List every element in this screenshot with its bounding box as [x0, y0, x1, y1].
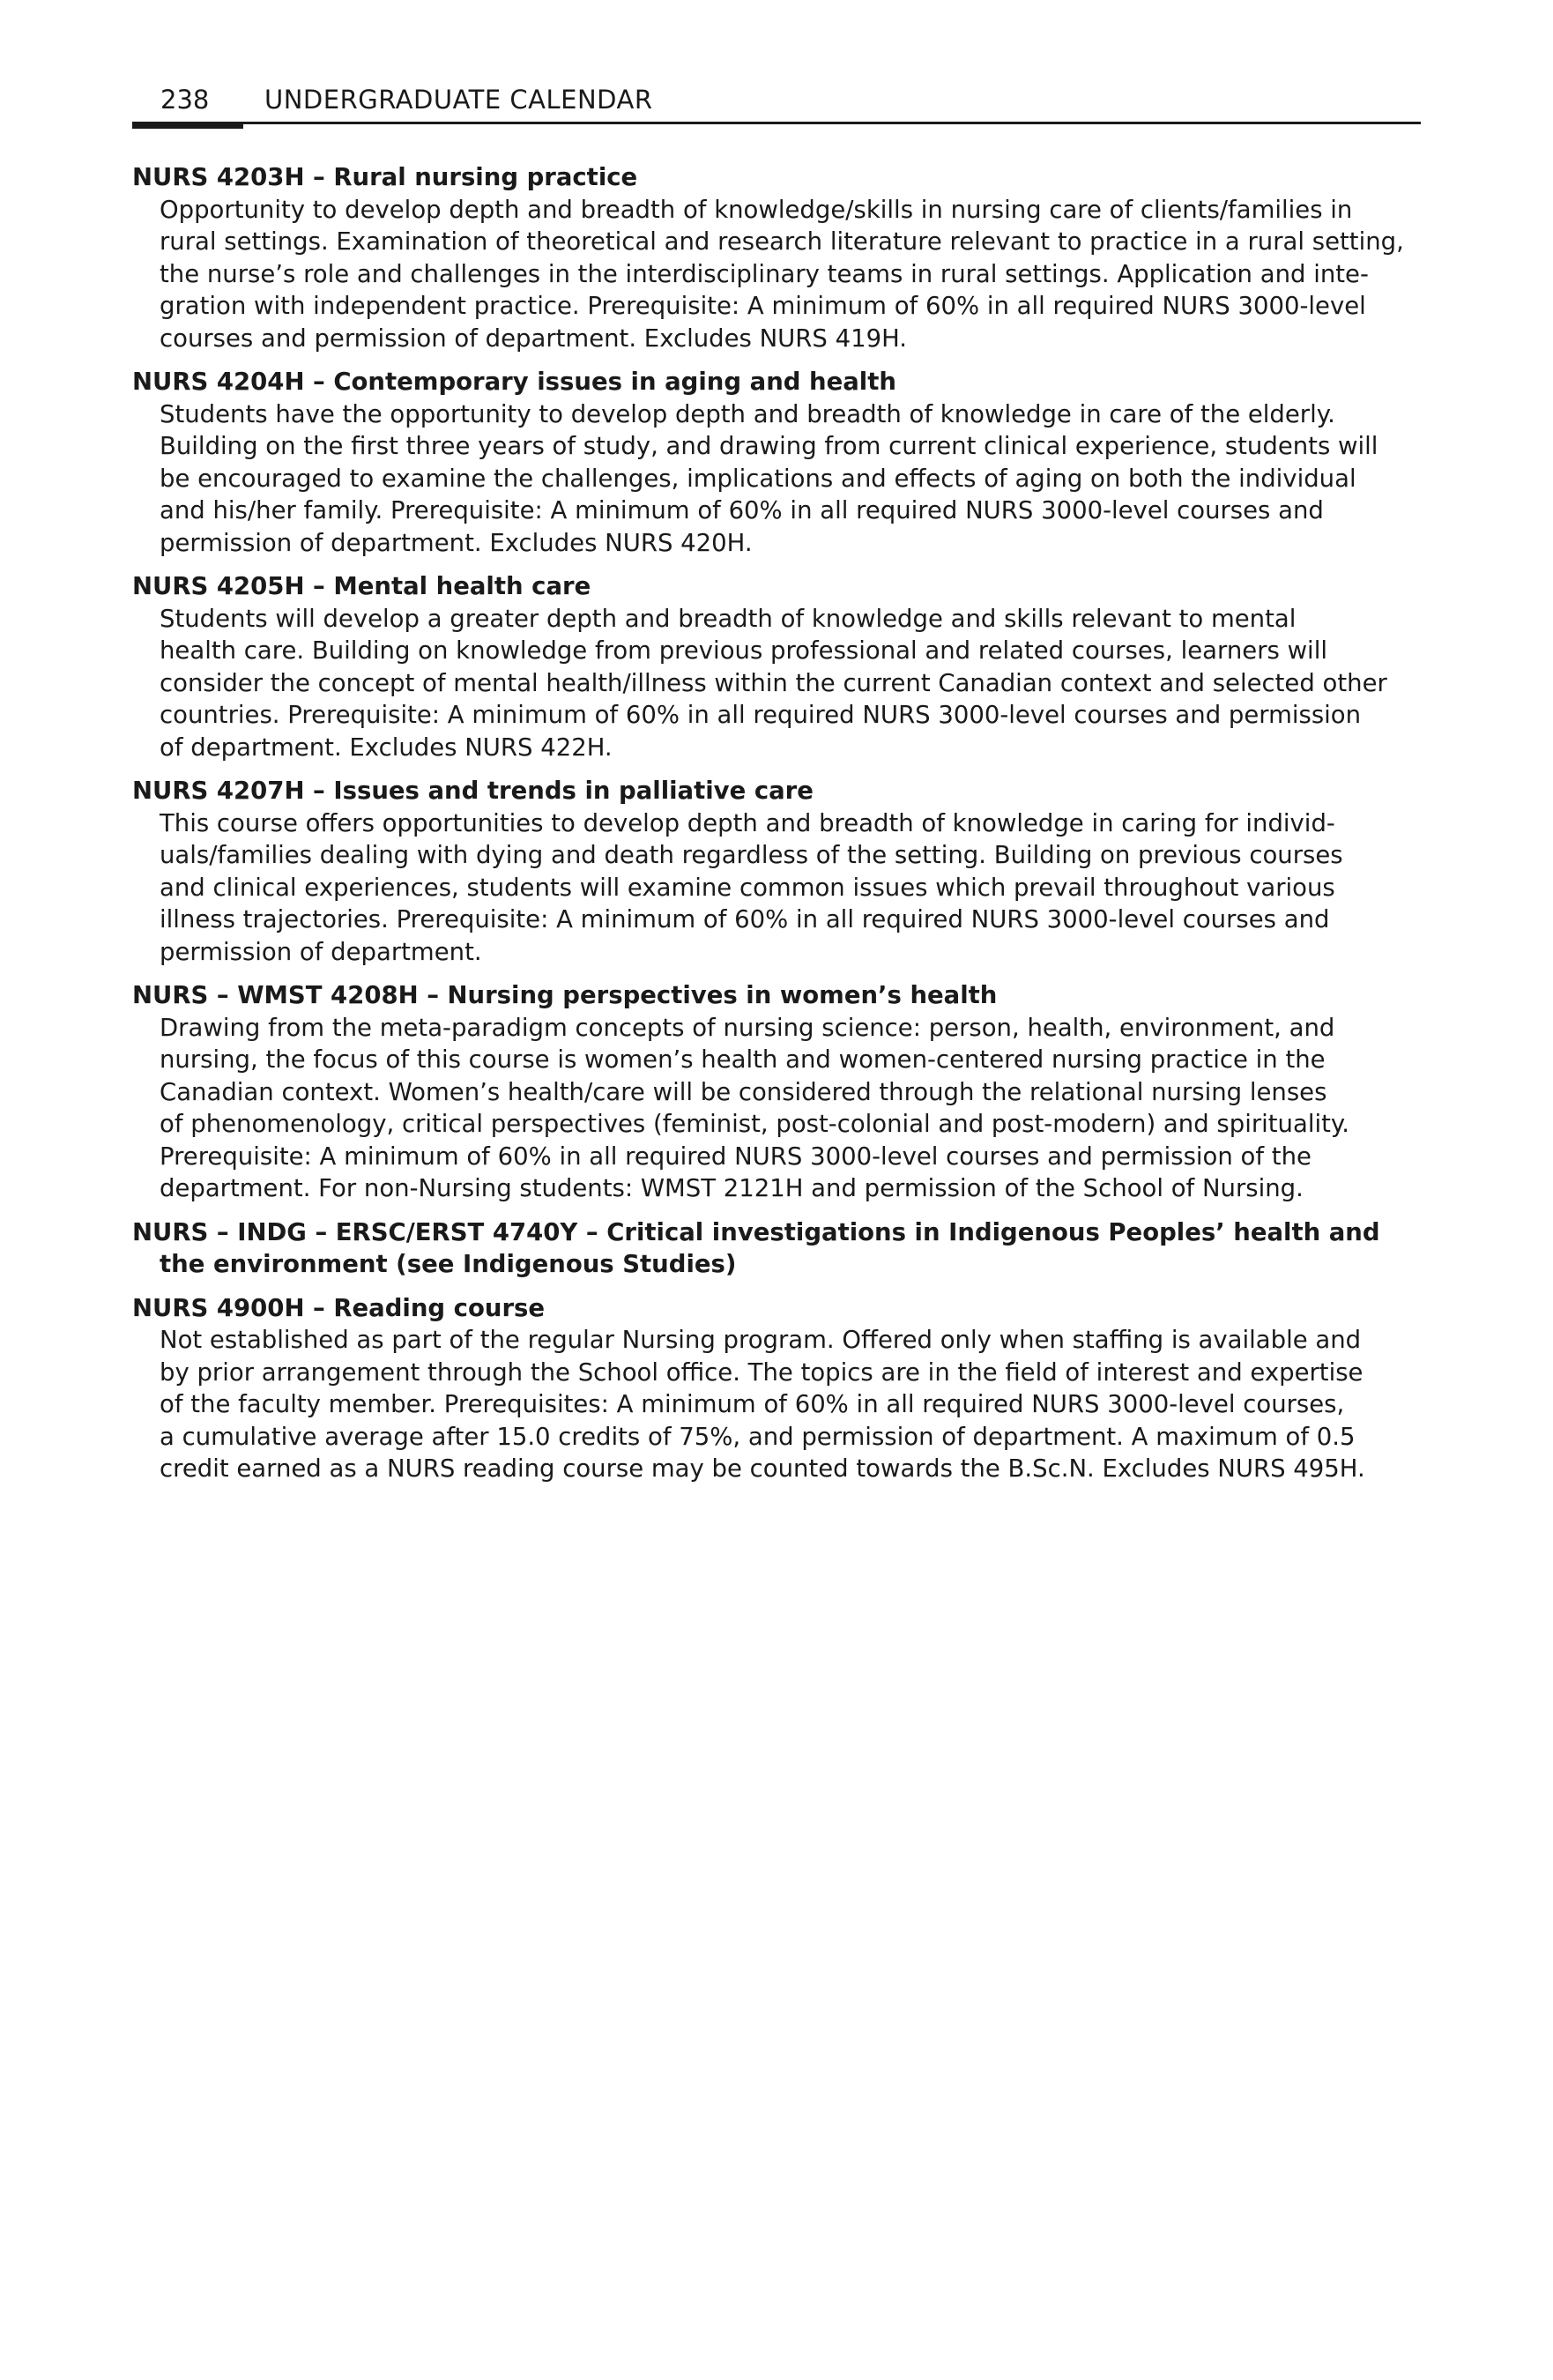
course-title: NURS 4207H – Issues and trends in palliative care: [132, 777, 814, 805]
course-description: Opportunity to develop depth and breadth of knowledge/skills in nursing care of clients/families in rural settings. Examination of theoretical and research literature relevant to practice in a rural setting, the nurse’s role and challenges in the interdisciplinary teams in rural settings. Application and inte- gration with independent practice. Prerequisite: A minimum of 60% in all required NURS 3000-level courses and permission of department. Excludes NURS 419H.: [160, 195, 1404, 353]
course-title: NURS 4203H – Rural nursing practice: [132, 163, 638, 191]
course-title: NURS 4900H – Reading course: [132, 1293, 546, 1322]
course-title: NURS – INDG – ERSC/ERST 4740Y – Critical investigations in Indigenous Peoples’ health and the environment (see Indigenous Studies): [132, 1217, 1380, 1278]
course-description: This course offers opportunities to develop depth and breadth of knowledge in caring for individ- uals/families dealing with dying and death regardless of the setting. Building on previous courses and clinical experiences, students will examine common issues which prevail throughout various illness trajectories. Prerequisite: A minimum of 60% in all required NURS 3000-level courses and permission of department.: [160, 808, 1343, 966]
header-tab-bar: [132, 122, 243, 129]
course-description: Drawing from the meta-paradigm concepts of nursing science: person, health, environment, and nursing, the focus of this course is women’s health and women-centered nursing practice in the Canadian context. Women’s health/care will be considered through the relational nursing lenses of phenomenology, critical perspectives (feminist, post-colonial and post-modern) and spirituality. Prerequisite: A minimum of 60% in all required NURS 3000-level courses and permission of the department. For non-Nursing students: WMST 2121H and permission of the School of Nursing.: [160, 1013, 1349, 1202]
course-entry: [132, 570, 1421, 763]
course-title: NURS – WMST 4208H – Nursing perspectives in women’s health: [132, 981, 998, 1009]
page-number: 238: [160, 85, 210, 115]
course-entry: [132, 979, 1421, 1205]
course-title: NURS 4205H – Mental health care: [132, 572, 591, 600]
course-entry: [132, 366, 1421, 559]
page-header: [132, 79, 1421, 132]
course-description: Students have the opportunity to develop depth and breadth of knowledge in care of the elderly. Building on the first three years of study, and drawing from current clinical experience, students will be encouraged to examine the challenges, implications and effects of aging on both the individual and his/her family. Prerequisite: A minimum of 60% in all required NURS 3000-level courses and permission of department. Excludes NURS 420H.: [160, 399, 1378, 557]
course-title: NURS 4204H – Contemporary issues in aging and health: [132, 368, 896, 396]
course-list: [132, 161, 1421, 1497]
course-description: Not established as part of the regular Nursing program. Offered only when staffing is available and by prior arrangement through the School office. The topics are in the field of interest and expertise of the faculty member. Prerequisites: A minimum of 60% in all required NURS 3000-level courses, a cumulative average after 15.0 credits of 75%, and permission of department. A maximum of 0.5 credit earned as a NURS reading course may be counted towards the B.Sc.N. Excludes NURS 495H.: [160, 1326, 1365, 1483]
course-entry: [132, 1292, 1421, 1485]
course-description: Students will develop a greater depth and breadth of knowledge and skills relevant to mental health care. Building on knowledge from previous professional and related courses, learners will consider the concept of mental health/illness within the current Canadian context and selected other countries. Prerequisite: A minimum of 60% in all required NURS 3000-level courses and permission of department. Excludes NURS 422H.: [160, 604, 1387, 762]
course-entry: [132, 161, 1421, 354]
course-entry: [132, 1216, 1421, 1281]
course-entry: [132, 775, 1421, 968]
header-rule: [132, 122, 1421, 124]
running-title: UNDERGRADUATE CALENDAR: [264, 85, 653, 115]
